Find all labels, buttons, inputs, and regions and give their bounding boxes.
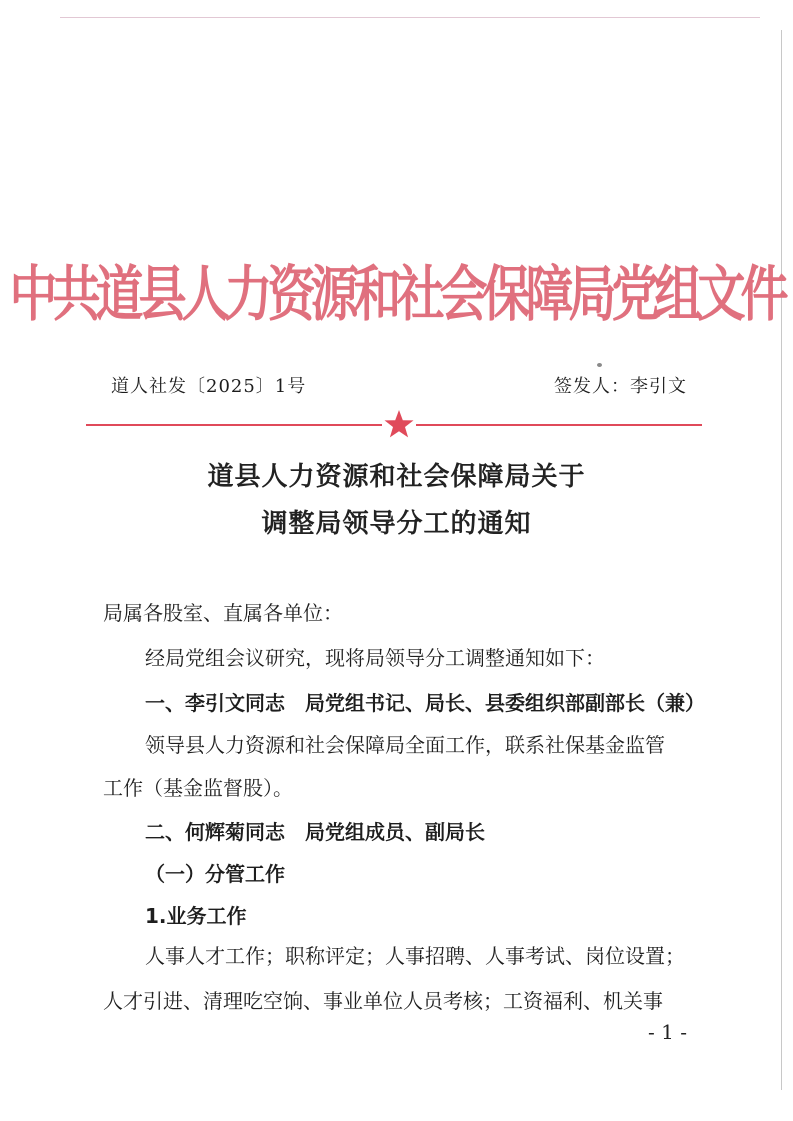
section-1-text-line-1: 领导县人力资源和社会保障局全面工作，联系社保基金监管 xyxy=(145,733,665,757)
section-2-text-line-2: 人才引进、清理吃空饷、事业单位人员考核；工资福利、机关事 xyxy=(103,989,663,1013)
top-scan-rule xyxy=(60,17,760,18)
document-header-title: 中共道县人力资源和社会保障局党组文件 xyxy=(9,259,784,330)
side-scan-rule xyxy=(781,30,782,1090)
section-2-heading: 二、何辉菊同志 局党组成员、副局长 xyxy=(145,820,485,844)
salutation: 局属各股室、直属各单位： xyxy=(103,601,343,625)
intro-paragraph: 经局党组会议研究，现将局领导分工调整通知如下： xyxy=(145,646,605,670)
section-2-text-line-1: 人事人才工作；职称评定；人事招聘、人事考试、岗位设置； xyxy=(145,944,685,968)
scan-speck xyxy=(597,363,602,367)
red-divider-left xyxy=(86,424,382,426)
page-number: - 1 - xyxy=(648,1020,687,1044)
issuer-signature: 签发人：李引文 xyxy=(554,376,687,397)
document-number: 道人社发〔2025〕1号 xyxy=(111,376,307,397)
section-2-subheading: （一）分管工作 xyxy=(145,862,285,886)
section-1-heading: 一、李引文同志 局党组书记、局长、县委组织部副部长（兼） xyxy=(145,691,705,715)
notice-title-line-1: 道县人力资源和社会保障局关于 xyxy=(207,462,586,492)
red-star-icon xyxy=(383,408,415,440)
section-1-text-line-2: 工作（基金监督股）。 xyxy=(103,776,293,800)
red-divider-right xyxy=(416,424,702,426)
section-2-item-heading: 1.业务工作 xyxy=(145,904,247,928)
notice-title-line-2: 调整局领导分工的通知 xyxy=(261,509,532,539)
